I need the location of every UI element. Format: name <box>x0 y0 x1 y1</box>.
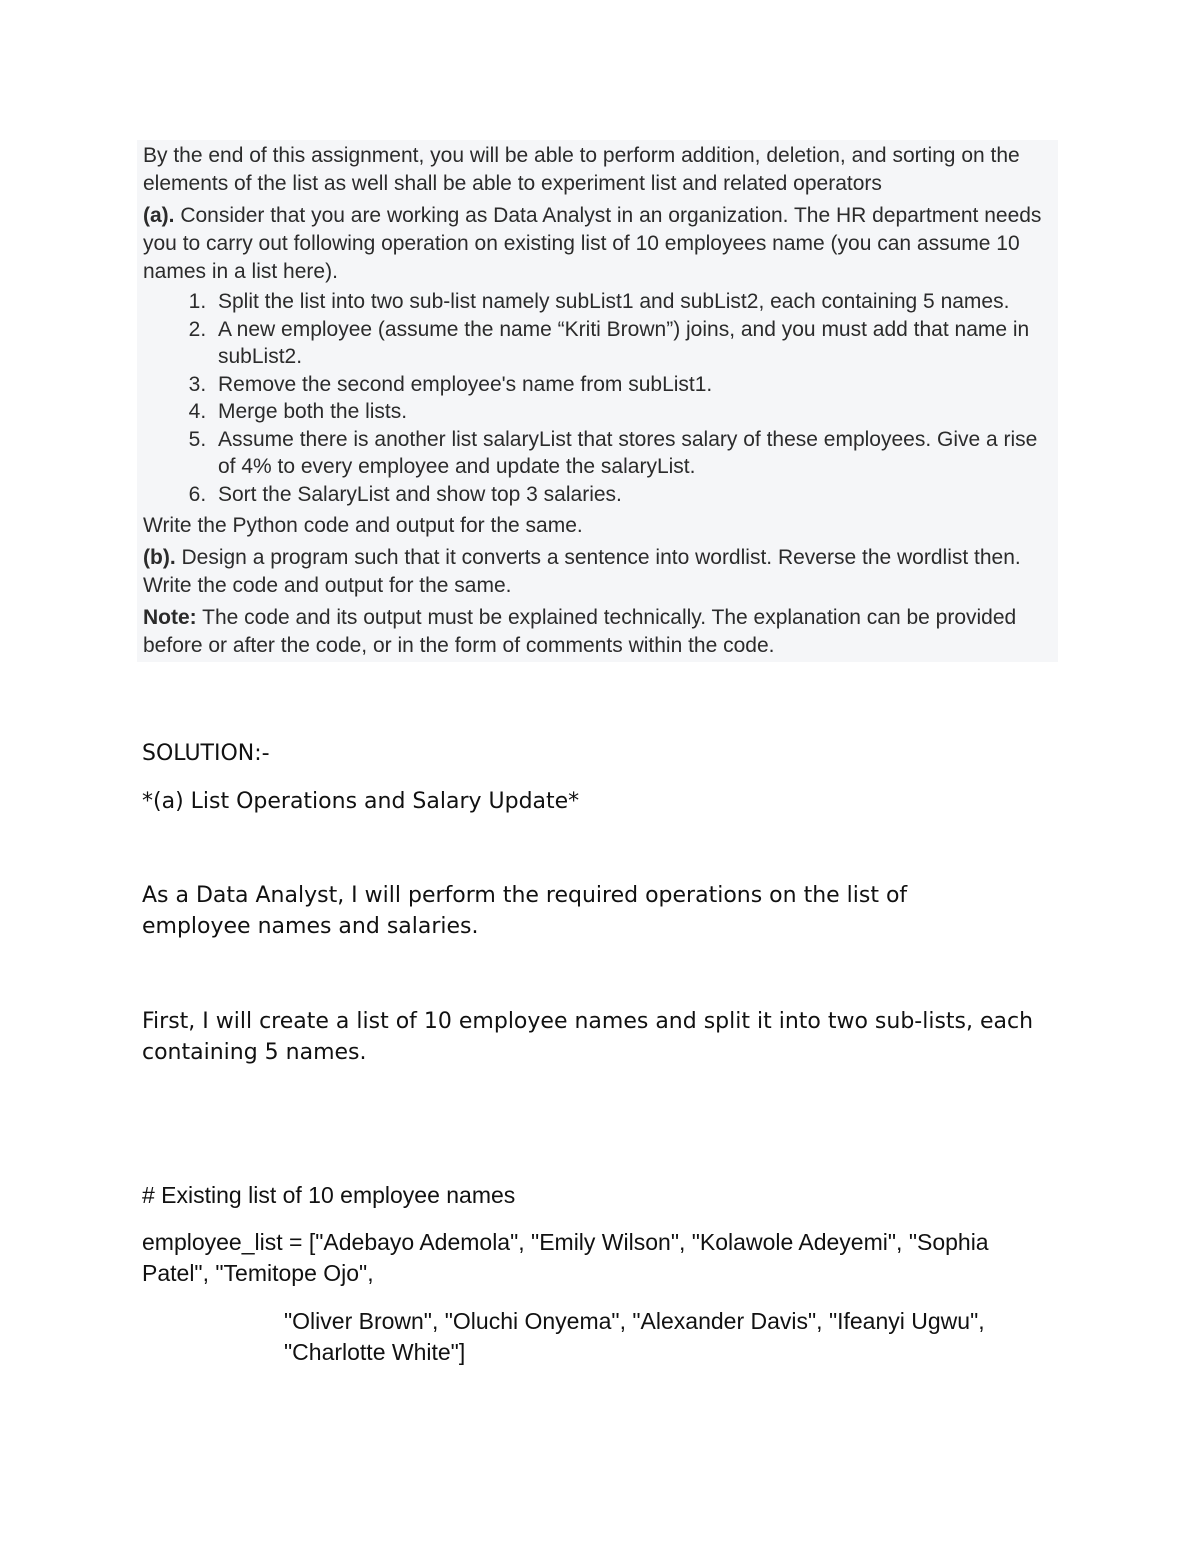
solution-paragraph-2-text: First, I will create a list of 10 employee names and split it into two sub-lists, each containing 5 names. <box>142 1009 1034 1065</box>
note-label: Note: <box>143 606 197 629</box>
task-list <box>143 288 1052 508</box>
code-line-1-text: employee_list = ["Adebayo Ademola", "Emily Wilson", "Kolawole Adeyemi", "Sophia Patel", "Temitope Ojo", <box>142 1229 989 1286</box>
solution-subheading-text: *(a) List Operations and Salary Update* <box>142 789 580 814</box>
solution-heading-text: SOLUTION:- <box>142 741 270 766</box>
list-item: 3. Remove the second employee's name from subList1. <box>212 371 1052 399</box>
part-b-text: Design a program such that it converts a sentence into wordlist. Reverse the wordlist then. Write the code and output for the same. <box>143 546 1021 597</box>
solution-subheading <box>142 786 1042 817</box>
solution-paragraph-2 <box>142 1006 1042 1068</box>
code-comment <box>142 1180 1042 1211</box>
code-line-2-text: "Oliver Brown", "Oluchi Onyema", "Alexander Davis", "Ifeanyi Ugwu", "Charlotte White"] <box>284 1308 985 1365</box>
part-a-text: Consider that you are working as Data Analyst in an organization. The HR department needs you to carry out following operation on existing list of 10 employees name (you can assume 10 names in a list here). <box>143 204 1042 283</box>
list-item: 2. A new employee (assume the name “Kriti Brown”) joins, and you must add that name in subList2. <box>212 316 1052 371</box>
part-b-label: (b). <box>143 546 176 569</box>
part-a-paragraph <box>143 202 1052 286</box>
solution-paragraph-1-text: As a Data Analyst, I will perform the required operations on the list of employee names and salaries. <box>142 883 908 939</box>
note-text: The code and its output must be explained technically. The explanation can be provided before or after the code, or in the form of comments within the code. <box>143 606 1017 657</box>
assignment-intro: By the end of this assignment, you will be able to perform addition, deletion, and sorting on the elements of the list as well shall be able to experiment list and related operators <box>143 144 1020 195</box>
code-comment-text: # Existing list of 10 employee names <box>142 1182 516 1208</box>
solution-heading <box>142 738 1042 769</box>
part-a-label: (a). <box>143 204 175 227</box>
note-paragraph <box>143 604 1052 660</box>
part-b-paragraph <box>143 544 1052 600</box>
write-code-instruction: Write the Python code and output for the same. <box>143 514 583 537</box>
code-line-2 <box>142 1306 1022 1368</box>
assignment-box <box>137 140 1058 662</box>
solution-paragraph-1 <box>142 880 992 942</box>
code-line-1 <box>142 1227 1042 1289</box>
list-item: 6. Sort the SalaryList and show top 3 salaries. <box>212 481 1052 509</box>
list-item: 5. Assume there is another list salaryList that stores salary of these employees. Give a rise of 4% to every employee and update the salaryList. <box>212 426 1052 481</box>
list-item: 1. Split the list into two sub-list namely subList1 and subList2, each containing 5 names. <box>212 288 1052 316</box>
list-item: 4. Merge both the lists. <box>212 398 1052 426</box>
